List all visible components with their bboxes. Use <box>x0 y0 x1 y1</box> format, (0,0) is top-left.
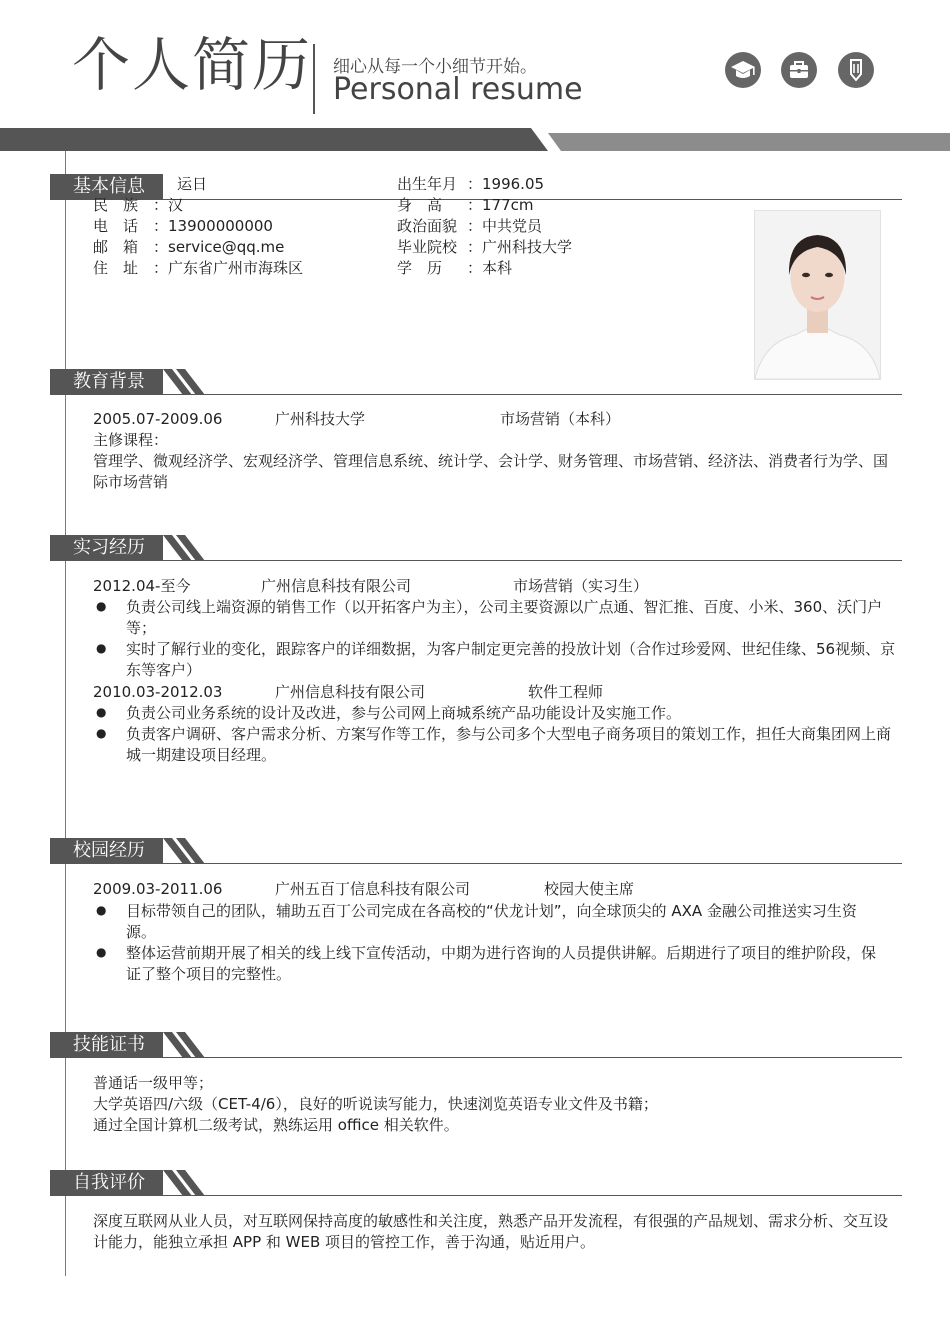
ethnicity-label: 民 族 <box>93 196 139 214</box>
title-english: Personal resume <box>333 72 583 107</box>
edu-courses: 管理学、微观经济学、宏观经济学、管理信息系统、统计学、会计学、财务管理、市场营销、经济法、消费者行为学、国际市场营销 <box>93 452 889 491</box>
campus-company: 广州五百丁信息科技有限公司 <box>275 880 471 898</box>
address-value: ：广东省广州市海珠区 <box>153 259 304 277</box>
section-rule <box>163 394 902 395</box>
height-value: ：177cm <box>467 196 534 214</box>
self-evaluation-text: 深度互联网从业人员，对互联网保持高度的敏感性和关注度，熟悉产品开发流程，有很强的产品规划、需求分析、交互设计能力，能独立承担 APP 和 WEB 项目的管控工作，善于沟通，贴近用户。 <box>93 1212 889 1251</box>
section-title: 技能证书 <box>50 1032 163 1058</box>
school-label: 毕业院校 <box>397 238 458 256</box>
section-rule <box>163 560 902 561</box>
job1-role: 市场营销（实习生） <box>513 577 649 595</box>
ethnicity-value: ：汉 <box>153 196 184 214</box>
section-education <box>50 369 902 395</box>
job2-bullet-2: 负责客户调研、客户需求分析、方案写作等工作，参与公司多个大型电子商务项目的策划工作，担任大商集团网上商城一期建设项目经理。 <box>126 725 892 764</box>
section-internship <box>50 535 902 561</box>
pencil-icon <box>838 52 874 88</box>
section-rule <box>163 1057 902 1058</box>
politics-label: 政治面貌 <box>397 217 458 235</box>
section-stripe-decoration <box>163 369 207 395</box>
edu-courses-label: 主修课程： <box>93 431 169 449</box>
page-title: 个人简历 <box>72 31 313 99</box>
job1-company: 广州信息科技有限公司 <box>261 577 412 595</box>
timeline-line <box>65 151 66 1276</box>
phone-value: ：13900000000 <box>153 217 273 235</box>
job2-role: 软件工程师 <box>528 683 604 701</box>
edu-major: 市场营销（本科） <box>500 410 621 428</box>
job1-period: 2012.04-至今 <box>93 577 191 595</box>
email-value: ：service@qq.me <box>153 238 285 256</box>
edu-school: 广州科技大学 <box>275 410 366 428</box>
job1-bullet-1: 负责公司线上端资源的销售工作（以开拓客户为主），公司主要资源以广点通、智汇推、百度、小米、360、沃门户等； <box>126 598 883 637</box>
briefcase-icon <box>781 52 817 88</box>
job2-bullet-1: 负责公司业务系统的设计及改进，参与公司网上商城系统产品功能设计及实施工作。 <box>126 704 682 722</box>
section-title: 校园经历 <box>50 838 163 864</box>
header-band-dark <box>0 128 548 151</box>
degree-value: ：本科 <box>467 259 513 277</box>
degree-label: 学 历 <box>397 259 443 277</box>
section-stripe-decoration <box>163 1032 207 1058</box>
address-label: 住 址 <box>93 259 139 277</box>
section-skills <box>50 1032 902 1058</box>
birth-value: ：1996.05 <box>467 175 545 193</box>
section-title: 基本信息 <box>50 174 163 200</box>
bullet-icon: ● <box>96 726 107 740</box>
skill-item: 大学英语四/六级（CET-4/6），良好的听说读写能力，快速浏览英语专业文件及书籍； <box>93 1095 658 1113</box>
section-rule <box>163 1195 902 1196</box>
edu-period: 2005.07-2009.06 <box>93 410 223 428</box>
section-rule <box>163 863 902 864</box>
campus-bullet-1: 目标带领自己的团队，辅助五百丁公司完成在各高校的“伏龙计划”，向全球顶尖的 AXA 金融公司推送实习生资源。 <box>126 902 857 941</box>
section-title: 教育背景 <box>50 369 163 395</box>
phone-label: 电 话 <box>93 217 139 235</box>
section-title: 自我评价 <box>50 1170 163 1196</box>
campus-role: 校园大使主席 <box>544 880 635 898</box>
skill-item: 普通话一级甲等； <box>93 1074 214 1092</box>
title-divider <box>313 44 315 114</box>
section-stripe-decoration <box>163 838 207 864</box>
bullet-icon: ● <box>96 641 107 655</box>
school-value: ：广州科技大学 <box>467 238 573 256</box>
section-title: 实习经历 <box>50 535 163 561</box>
bullet-icon: ● <box>96 599 107 613</box>
bullet-icon: ● <box>96 903 107 917</box>
name-value: 运日 <box>177 175 208 193</box>
profile-photo <box>754 210 881 380</box>
birth-label: 出生年月 <box>397 175 458 193</box>
job2-company: 广州信息科技有限公司 <box>275 683 426 701</box>
slogan: 细心从每一个小细节开始。 <box>333 57 537 77</box>
section-self-evaluation <box>50 1170 902 1196</box>
bullet-icon: ● <box>96 945 107 959</box>
campus-bullet-2: 整体运营前期开展了相关的线上线下宣传活动，中期为进行咨询的人员提供讲解。后期进行了项目的维护阶段，保证了整个项目的完整性。 <box>126 944 877 983</box>
section-stripe-decoration <box>163 535 207 561</box>
section-stripe-decoration <box>163 1170 207 1196</box>
section-campus <box>50 838 902 864</box>
email-label: 邮 箱 <box>93 238 139 256</box>
skill-item: 通过全国计算机二级考试，熟练运用 office 相关软件。 <box>93 1116 459 1134</box>
header-band-light <box>548 133 950 151</box>
job1-bullet-2: 实时了解行业的变化，跟踪客户的详细数据，为客户制定更完善的投放计划（合作过珍爱网、世纪佳缘、56视频、京东等客户） <box>126 640 896 679</box>
graduation-cap-icon <box>725 52 761 88</box>
politics-value: ：中共党员 <box>467 217 543 235</box>
bullet-icon: ● <box>96 705 107 719</box>
campus-period: 2009.03-2011.06 <box>93 880 223 898</box>
height-label: 身 高 <box>397 196 443 214</box>
job2-period: 2010.03-2012.03 <box>93 683 223 701</box>
